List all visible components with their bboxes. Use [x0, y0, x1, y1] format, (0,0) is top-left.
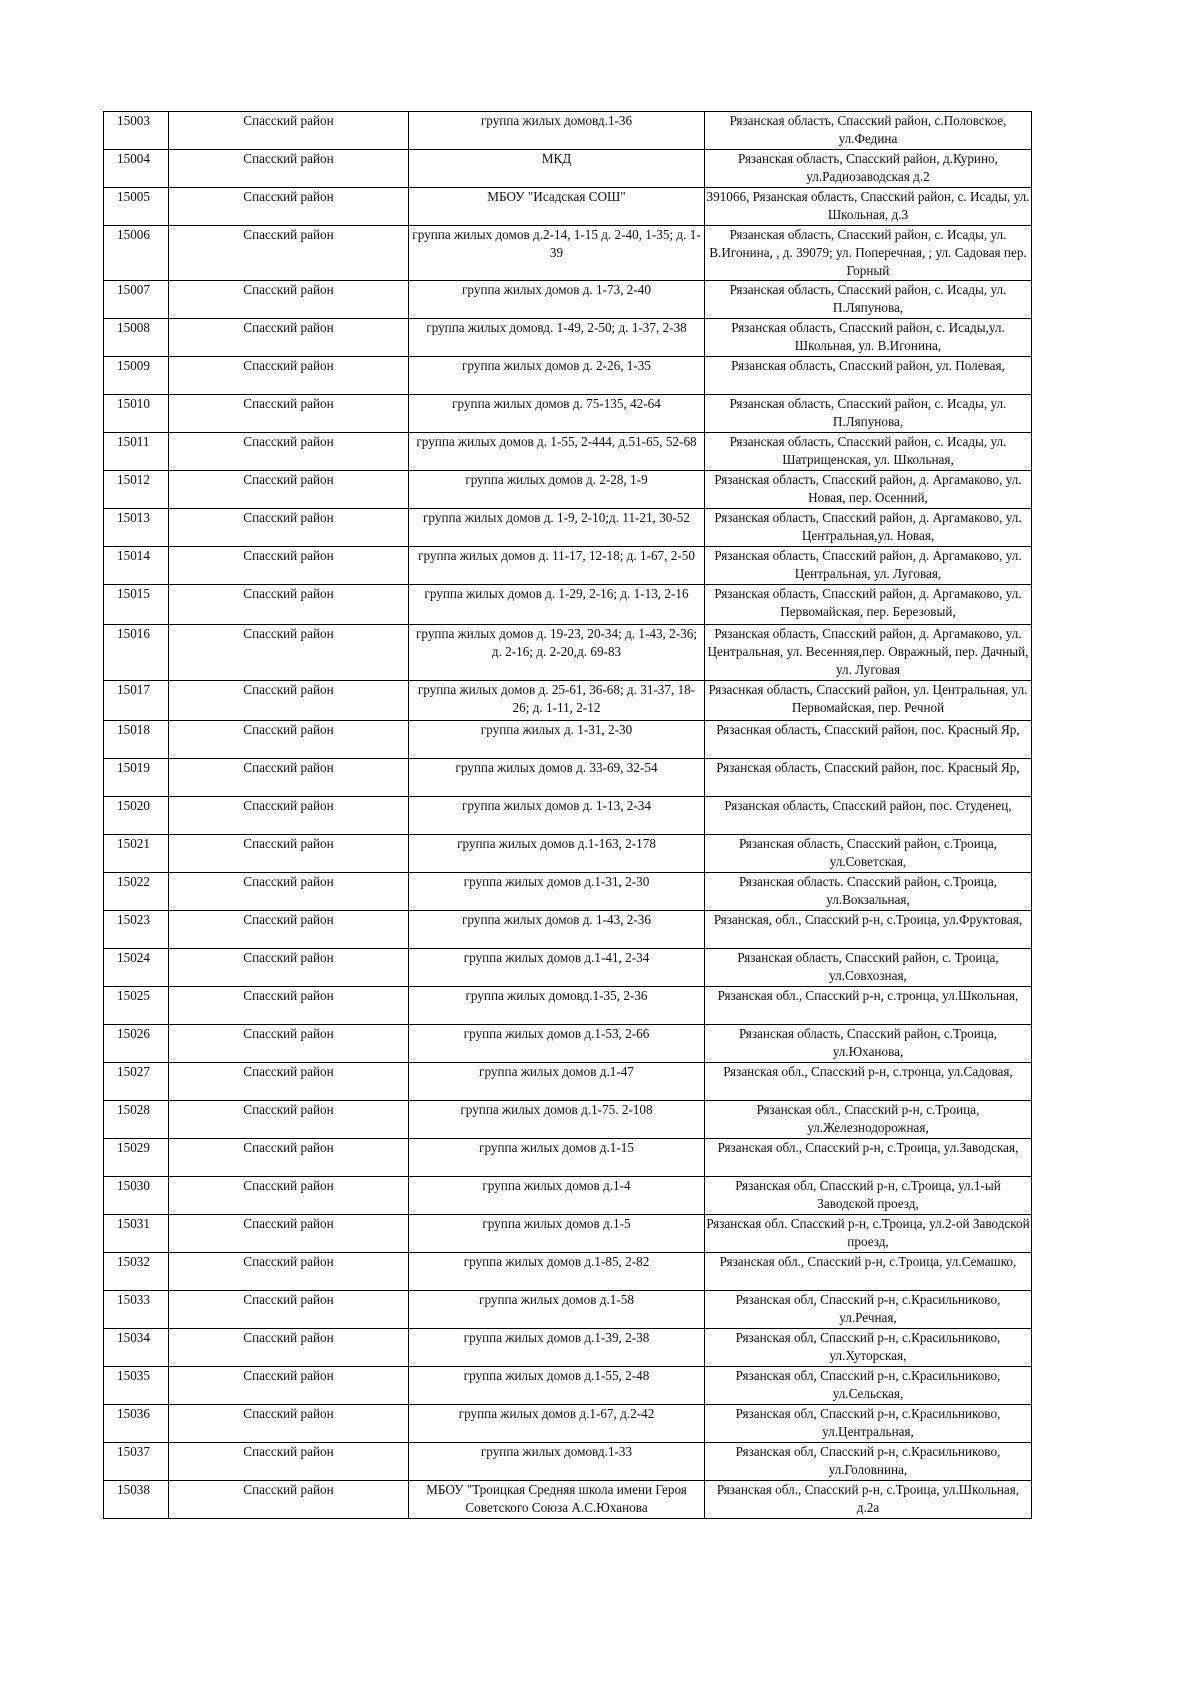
- district-cell: Спасский район: [169, 759, 409, 797]
- district-cell: Спасский район: [169, 797, 409, 835]
- table-row: [104, 1253, 1032, 1291]
- address-cell: Рязанская область, Спасский район, с.Троица, ул.Юханова,: [705, 1025, 1032, 1063]
- row-id-cell: 15016: [104, 625, 169, 681]
- address-cell: Рязанская обл, Спасский р-н, с.Красильниково, ул.Сельская,: [705, 1367, 1032, 1405]
- address-cell: Рязанская область, Спасский район, с.Половское, ул.Федина: [705, 112, 1032, 150]
- object-cell: группа жилых домов д.1-67, д.2-42: [409, 1405, 705, 1443]
- address-cell: Рязанская область, Спасский район, с. Исады, ул. Шатрищенская, ул. Школьная,: [705, 433, 1032, 471]
- address-cell: Рязанская обл, Спасский р-н, с.Троица, ул.1-ый Заводской проезд,: [705, 1177, 1032, 1215]
- object-cell: группа жилых домов д.1-15: [409, 1139, 705, 1177]
- table-row: [104, 1025, 1032, 1063]
- row-id-cell: 15019: [104, 759, 169, 797]
- district-cell: Спасский район: [169, 585, 409, 625]
- row-id-cell: 15011: [104, 433, 169, 471]
- district-cell: Спасский район: [169, 721, 409, 759]
- district-cell: Спасский район: [169, 1253, 409, 1291]
- address-cell: Рязанская область, Спасский район, ул. Полевая,: [705, 357, 1032, 395]
- row-id-cell: 15021: [104, 835, 169, 873]
- address-cell: Рязанская обл, Спасский р-н, с.Красильниково, ул.Головнина,: [705, 1443, 1032, 1481]
- object-cell: группа жилых домов д.1-47: [409, 1063, 705, 1101]
- address-cell: 391066, Рязанская область, Спасский район, с. Исады, ул. Школьная, д.3: [705, 188, 1032, 226]
- district-cell: Спасский район: [169, 1063, 409, 1101]
- table-row: [104, 281, 1032, 319]
- address-cell: Рязанская обл, Спасский р-н, с.Красильниково, ул.Речная,: [705, 1291, 1032, 1329]
- row-id-cell: 15006: [104, 226, 169, 281]
- object-cell: группа жилых домов д. 1-13, 2-34: [409, 797, 705, 835]
- row-id-cell: 15025: [104, 987, 169, 1025]
- table-row: [104, 949, 1032, 987]
- address-cell: Рязанская, обл., Спасский р-н, с.Троица, ул.Фруктовая,: [705, 911, 1032, 949]
- address-cell: Рязанская область, Спасский район, с. Троица, ул.Совхозная,: [705, 949, 1032, 987]
- object-cell: МБОУ "Исадская СОШ": [409, 188, 705, 226]
- district-cell: Спасский район: [169, 395, 409, 433]
- object-cell: группа жилых домов д.1-39, 2-38: [409, 1329, 705, 1367]
- row-id-cell: 15004: [104, 150, 169, 188]
- address-cell: Рязанская область, Спасский район, с. Исады, ул. П.Ляпунова,: [705, 281, 1032, 319]
- row-id-cell: 15037: [104, 1443, 169, 1481]
- row-id-cell: 15003: [104, 112, 169, 150]
- row-id-cell: 15031: [104, 1215, 169, 1253]
- table-row: [104, 1101, 1032, 1139]
- table-row: [104, 188, 1032, 226]
- object-cell: группа жилых домов д. 33-69, 32-54: [409, 759, 705, 797]
- table-row: [104, 226, 1032, 281]
- district-cell: Спасский район: [169, 433, 409, 471]
- row-id-cell: 15015: [104, 585, 169, 625]
- district-cell: Спасский район: [169, 319, 409, 357]
- district-cell: Спасский район: [169, 547, 409, 585]
- district-cell: Спасский район: [169, 357, 409, 395]
- row-id-cell: 15017: [104, 681, 169, 721]
- table-row: [104, 835, 1032, 873]
- table-row: [104, 433, 1032, 471]
- table-row: [104, 873, 1032, 911]
- district-cell: Спасский район: [169, 1443, 409, 1481]
- row-id-cell: 15026: [104, 1025, 169, 1063]
- row-id-cell: 15032: [104, 1253, 169, 1291]
- table-row: [104, 1443, 1032, 1481]
- row-id-cell: 15024: [104, 949, 169, 987]
- district-cell: Спасский район: [169, 1405, 409, 1443]
- object-cell: группа жилых домовд.1-36: [409, 112, 705, 150]
- address-table: [103, 111, 1032, 1519]
- address-cell: Рязанская область, Спасский район, с.Троица, ул.Советская,: [705, 835, 1032, 873]
- table-row: [104, 1139, 1032, 1177]
- address-cell: Рязанская область, Спасский район, д. Аргамаково, ул. Центральная,ул. Новая,: [705, 509, 1032, 547]
- object-cell: МБОУ "Троицкая Средняя школа имени Героя Советского Союза А.С.Юханова: [409, 1481, 705, 1519]
- district-cell: Спасский район: [169, 1025, 409, 1063]
- district-cell: Спасский район: [169, 1367, 409, 1405]
- table-row: [104, 1215, 1032, 1253]
- table-body: [104, 112, 1032, 1519]
- address-cell: Рязаснкая область, Спасский район, ул. Центральная, ул. Первомайская, пер. Речной: [705, 681, 1032, 721]
- table-row: [104, 150, 1032, 188]
- object-cell: группа жилых домов д. 25-61, 36-68; д. 31-37, 18-26; д. 1-11, 2-12: [409, 681, 705, 721]
- object-cell: группа жилых домов д.1-4: [409, 1177, 705, 1215]
- table-row: [104, 585, 1032, 625]
- district-cell: Спасский район: [169, 471, 409, 509]
- table-row: [104, 395, 1032, 433]
- table-row: [104, 1367, 1032, 1405]
- address-cell: Рязанская обл., Спасский р-н, с.тронца, ул.Садовая,: [705, 1063, 1032, 1101]
- table-row: [104, 319, 1032, 357]
- row-id-cell: 15018: [104, 721, 169, 759]
- table-row: [104, 987, 1032, 1025]
- row-id-cell: 15034: [104, 1329, 169, 1367]
- address-cell: Рязанская обл., Спасский р-н, с.Троица, ул.Железнодорожная,: [705, 1101, 1032, 1139]
- object-cell: группа жилых домов д.2-14, 1-15 д. 2-40, 1-35; д. 1-39: [409, 226, 705, 281]
- table-row: [104, 1481, 1032, 1519]
- table-row: [104, 547, 1032, 585]
- district-cell: Спасский район: [169, 226, 409, 281]
- district-cell: Спасский район: [169, 1139, 409, 1177]
- address-cell: Рязанская обл, Спасский р-н, с.Красильниково, ул.Хуторская,: [705, 1329, 1032, 1367]
- table-row: [104, 509, 1032, 547]
- address-cell: Рязанская область, Спасский район, д. Аргамаково, ул. Первомайская, пер. Березовый,: [705, 585, 1032, 625]
- row-id-cell: 15033: [104, 1291, 169, 1329]
- row-id-cell: 15035: [104, 1367, 169, 1405]
- object-cell: группа жилых домов д. 1-29, 2-16; д. 1-13, 2-16: [409, 585, 705, 625]
- address-cell: Рязанская область, Спасский район, с. Исады,ул. Школьная, ул. В.Игонина,: [705, 319, 1032, 357]
- row-id-cell: 15007: [104, 281, 169, 319]
- address-cell: Рязанская обл., Спасский р-н, с.тронца, ул.Школьная,: [705, 987, 1032, 1025]
- table-row: [104, 911, 1032, 949]
- object-cell: группа жилых домов д.1-53, 2-66: [409, 1025, 705, 1063]
- district-cell: Спасский район: [169, 835, 409, 873]
- object-cell: группа жилых домов д. 75-135, 42-64: [409, 395, 705, 433]
- object-cell: группа жилых домов д.1-58: [409, 1291, 705, 1329]
- object-cell: группа жилых домов д.1-5: [409, 1215, 705, 1253]
- district-cell: Спасский район: [169, 1177, 409, 1215]
- address-cell: Рязанская обл. Спасский р-н, с.Троица, ул.2-ой Заводской проезд,: [705, 1215, 1032, 1253]
- row-id-cell: 15013: [104, 509, 169, 547]
- object-cell: группа жилых домовд.1-33: [409, 1443, 705, 1481]
- address-cell: Рязанская область, Спасский район, пос. Студенец,: [705, 797, 1032, 835]
- object-cell: группа жилых домовд. 1-49, 2-50; д. 1-37, 2-38: [409, 319, 705, 357]
- district-cell: Спасский район: [169, 281, 409, 319]
- address-cell: Рязанская обл, Спасский р-н, с.Красильниково, ул.Центральная,: [705, 1405, 1032, 1443]
- object-cell: группа жилых домов д.1-75. 2-108: [409, 1101, 705, 1139]
- table-row: [104, 1329, 1032, 1367]
- table-row: [104, 112, 1032, 150]
- row-id-cell: 15038: [104, 1481, 169, 1519]
- address-cell: Рязанская область, Спасский район, д. Аргамаково, ул. Новая, пер. Осенний,: [705, 471, 1032, 509]
- address-cell: Рязанская обл., Спасский р-н, с.Троица, ул.Заводская,: [705, 1139, 1032, 1177]
- district-cell: Спасский район: [169, 625, 409, 681]
- district-cell: Спасский район: [169, 150, 409, 188]
- address-cell: Рязанская обл., Спасский р-н, с.Троица, ул.Школьная, д.2а: [705, 1481, 1032, 1519]
- object-cell: группа жилых домов д.1-55, 2-48: [409, 1367, 705, 1405]
- row-id-cell: 15008: [104, 319, 169, 357]
- object-cell: группа жилых домов д. 1-43, 2-36: [409, 911, 705, 949]
- object-cell: группа жилых домов д. 11-17, 12-18; д. 1-67, 2-50: [409, 547, 705, 585]
- district-cell: Спасский район: [169, 509, 409, 547]
- object-cell: группа жилых домов д. 1-73, 2-40: [409, 281, 705, 319]
- district-cell: Спасский район: [169, 188, 409, 226]
- table-row: [104, 721, 1032, 759]
- address-cell: Рязанская область, Спасский район, с. Исады, ул. В.Игонина, , д. 39079; ул. Поперечная, ; ул. Садовая пер. Горный: [705, 226, 1032, 281]
- object-cell: группа жилых домов д. 2-28, 1-9: [409, 471, 705, 509]
- row-id-cell: 15010: [104, 395, 169, 433]
- row-id-cell: 15027: [104, 1063, 169, 1101]
- address-cell: Рязанская обл., Спасский р-н, с.Троица, ул.Семашко,: [705, 1253, 1032, 1291]
- table-row: [104, 357, 1032, 395]
- object-cell: группа жилых домов д. 1-9, 2-10;д. 11-21, 30-52: [409, 509, 705, 547]
- district-cell: Спасский район: [169, 911, 409, 949]
- table-row: [104, 681, 1032, 721]
- address-cell: Рязанская область, Спасский район, д.Курино, ул.Радиозаводская д.2: [705, 150, 1032, 188]
- row-id-cell: 15030: [104, 1177, 169, 1215]
- table-row: [104, 797, 1032, 835]
- table-row: [104, 1177, 1032, 1215]
- object-cell: МКД: [409, 150, 705, 188]
- district-cell: Спасский район: [169, 1101, 409, 1139]
- district-cell: Спасский район: [169, 1215, 409, 1253]
- district-cell: Спасский район: [169, 1329, 409, 1367]
- address-cell: Рязанская область. Спасский район, с.Троица, ул.Вокзальная,: [705, 873, 1032, 911]
- table-row: [104, 1405, 1032, 1443]
- object-cell: группа жилых домов д. 2-26, 1-35: [409, 357, 705, 395]
- district-cell: Спасский район: [169, 1291, 409, 1329]
- row-id-cell: 15009: [104, 357, 169, 395]
- table-row: [104, 1291, 1032, 1329]
- district-cell: Спасский район: [169, 112, 409, 150]
- table-row: [104, 1063, 1032, 1101]
- object-cell: группа жилых домов д.1-85, 2-82: [409, 1253, 705, 1291]
- row-id-cell: 15028: [104, 1101, 169, 1139]
- table-row: [104, 625, 1032, 681]
- address-cell: Рязаснкая область, Спасский район, пос. Красный Яр,: [705, 721, 1032, 759]
- object-cell: группа жилых домов д. 19-23, 20-34; д. 1-43, 2-36; д. 2-16; д. 2-20,д. 69-83: [409, 625, 705, 681]
- object-cell: группа жилых домовд.1-35, 2-36: [409, 987, 705, 1025]
- row-id-cell: 15014: [104, 547, 169, 585]
- row-id-cell: 15012: [104, 471, 169, 509]
- object-cell: группа жилых домов д.1-163, 2-178: [409, 835, 705, 873]
- district-cell: Спасский район: [169, 681, 409, 721]
- district-cell: Спасский район: [169, 949, 409, 987]
- object-cell: группа жилых д. 1-31, 2-30: [409, 721, 705, 759]
- district-cell: Спасский район: [169, 873, 409, 911]
- table-row: [104, 759, 1032, 797]
- row-id-cell: 15022: [104, 873, 169, 911]
- row-id-cell: 15036: [104, 1405, 169, 1443]
- object-cell: группа жилых домов д.1-31, 2-30: [409, 873, 705, 911]
- table-row: [104, 471, 1032, 509]
- row-id-cell: 15005: [104, 188, 169, 226]
- district-cell: Спасский район: [169, 987, 409, 1025]
- district-cell: Спасский район: [169, 1481, 409, 1519]
- row-id-cell: 15023: [104, 911, 169, 949]
- address-cell: Рязанская область, Спасский район, пос. Красный Яр,: [705, 759, 1032, 797]
- object-cell: группа жилых домов д. 1-55, 2-444, д.51-65, 52-68: [409, 433, 705, 471]
- address-cell: Рязанская область, Спасский район, д. Аргамаково, ул. Центральная, ул. Луговая,: [705, 547, 1032, 585]
- address-cell: Рязанская область, Спасский район, с. Исады, ул. П.Ляпунова,: [705, 395, 1032, 433]
- address-cell: Рязанская область, Спасский район, д. Аргамаково, ул. Центральная, ул. Весенняя,пер. Овражный, пер. Дачный, ул. Луговая: [705, 625, 1032, 681]
- row-id-cell: 15029: [104, 1139, 169, 1177]
- row-id-cell: 15020: [104, 797, 169, 835]
- object-cell: группа жилых домов д.1-41, 2-34: [409, 949, 705, 987]
